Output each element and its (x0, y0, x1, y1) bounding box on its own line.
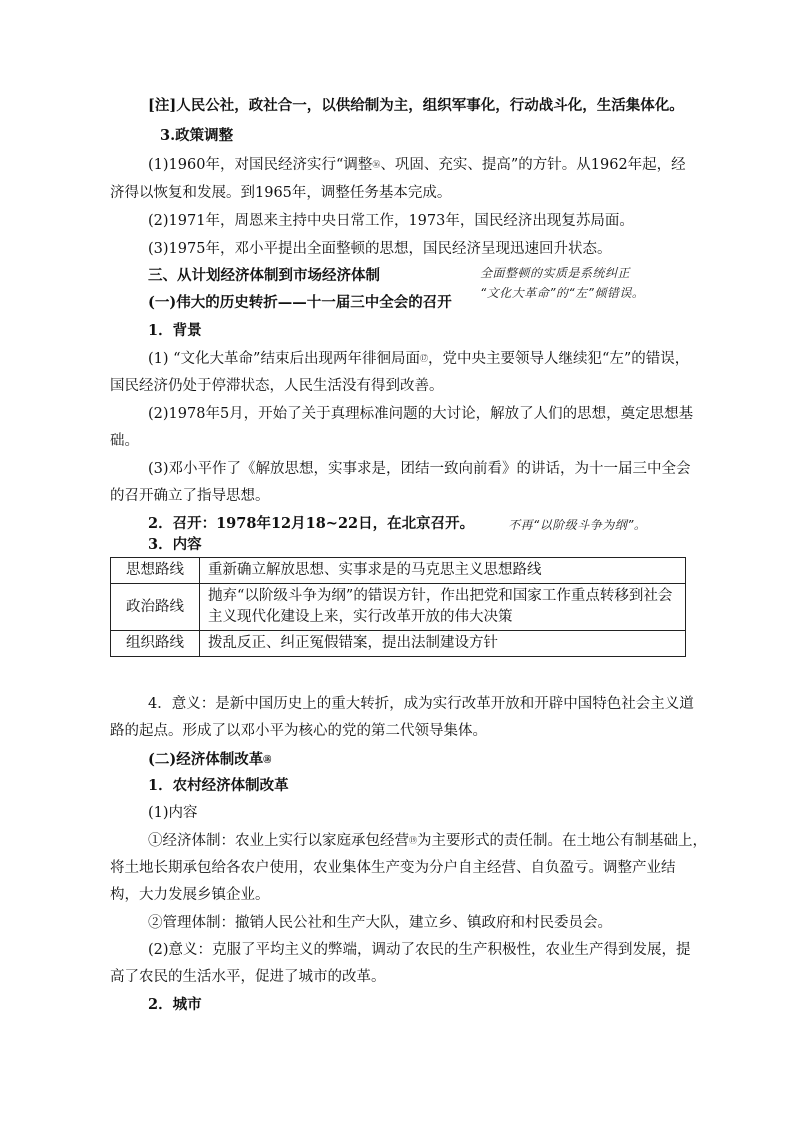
content-table (110, 557, 686, 657)
paragraph-line: 济得以恢复和发展。到1965年，调整任务基本完成。 (110, 185, 452, 201)
content-title: 3．内容 (148, 536, 202, 553)
subsection-1-title: (一)伟大的历史转折——十一届三中全会的召开 (148, 294, 452, 311)
paragraph-line: 础。 (110, 433, 139, 449)
note-line: [注]人民公社，政社合一，以供给制为主，组织军事化，行动战斗化，生活集体化。 (148, 97, 684, 114)
city-title: 2．城市 (148, 996, 202, 1013)
paragraph-line: (2)意义：克服了平均主义的弊端，调动了农民的生产积极性，农业生产得到发展，提 (148, 942, 691, 958)
handwritten-note: 不再“以阶级斗争为纲”。 (508, 518, 647, 532)
paragraph-line: 国民经济仍处于停滞状态，人民生活没有得到改善。 (110, 378, 444, 394)
paragraph-line: 路的起点。形成了以邓小平为核心的党的第二代领导集体。 (110, 723, 487, 739)
paragraph-line: ①经济体制：农业上实行以家庭承包经营⑲为主要形式的责任制。在土地公有制基础上， (148, 833, 707, 849)
table-cell-value: 重新确立解放思想、实事求是的马克思主义思想路线 (200, 558, 686, 584)
paragraph-line: (2)1971年，周恩来主持中央日常工作，1973年，国民经济出现复苏局面。 (148, 213, 634, 229)
table-cell-key: 组织路线 (111, 631, 200, 657)
paragraph-line: 将土地长期承包给各农户使用，农业集体生产变为分户自主经营、自负盈亏。调整产业结 (110, 860, 676, 876)
paragraph-line: 高了农民的生活水平，促进了城市的改革。 (110, 969, 386, 985)
table-cell-key: 政治路线 (111, 584, 200, 631)
table-row (111, 584, 686, 631)
table-cell-key: 思想路线 (111, 558, 200, 584)
table-cell-value: 抛弃“以阶级斗争为纲”的错误方针，作出把党和国家工作重点转移到社会主义现代化建设上来，实行改革开放的伟大决策 (200, 584, 686, 631)
background-title: 1．背景 (148, 322, 202, 339)
paragraph-line: (3)1975年，邓小平提出全面整顿的思想，国民经济呈现迅速回升状态。 (148, 241, 612, 257)
paragraph-line: 构，大力发展乡镇企业。 (110, 887, 270, 903)
subsection-2-title: (二)经济体制改革⑱ (148, 751, 272, 768)
section-3-title: 3.政策调整 (160, 127, 234, 144)
table-row (111, 558, 686, 584)
paragraph-line: ②管理体制：撤销人民公社和生产大队，建立乡、镇政府和村民委员会。 (148, 915, 612, 931)
paragraph-line: (1)内容 (148, 805, 198, 821)
paragraph-line: (1) “文化大革命”结束后出现两年徘徊局面⑰，党中央主要领导人继续犯“左”的错误， (148, 351, 690, 367)
paragraph-line: 4．意义：是新中国历史上的重大转折，成为实行改革开放和开辟中国特色社会主义道 (148, 696, 694, 712)
paragraph-line: (2)1978年5月，开始了关于真理标准问题的大讨论，解放了人们的思想，奠定思想基 (148, 406, 694, 422)
handwritten-note: 全面整顿的实质是系统纠正 (480, 266, 631, 280)
paragraph-line: (3)邓小平作了《解放思想，实事求是，团结一致向前看》的讲话，为十一届三中全会 (148, 461, 691, 477)
paragraph-line: 的召开确立了指导思想。 (110, 488, 270, 504)
paragraph-line: (1)1960年，对国民经济实行“调整⑯、巩固、充实、提高”的方针。从1962年起，经 (148, 157, 686, 173)
footnote-mark: ⑲ (409, 836, 417, 845)
open-line: 2．召开：1978年12月18~22日，在北京召开。 (148, 515, 475, 532)
footnote-mark: ⑰ (419, 354, 428, 363)
rural-title: 1．农村经济体制改革 (148, 777, 289, 794)
footnote-mark: ⑯ (372, 160, 381, 169)
part-3-title: 三、从计划经济体制到市场经济体制 (148, 267, 380, 284)
handwritten-note: “文化大革命”的“左”倾错误。 (480, 286, 645, 300)
footnote-mark: ⑱ (263, 754, 272, 764)
table-row (111, 631, 686, 657)
table-cell-value: 拨乱反正、纠正冤假错案，提出法制建设方针 (200, 631, 686, 657)
